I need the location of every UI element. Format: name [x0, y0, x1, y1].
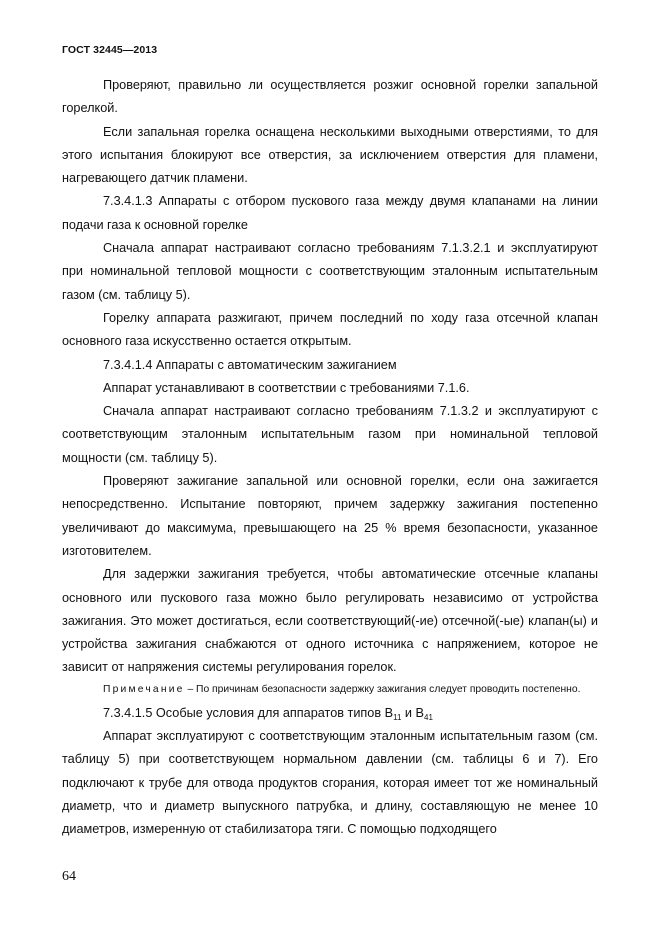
document-id-header: ГОСТ 32445—2013 [62, 44, 158, 56]
note-text: – По причинам безопасности задержку зажигания следует проводить постепенно. [184, 683, 581, 695]
paragraph: Сначала аппарат настраивают согласно требованиям 7.1.3.2 и эксплуатируют с соответствующим эталонным испытательным газом при номинальной тепловой мощности (см. таблицу 5). [62, 404, 598, 465]
subscript-41: 41 [424, 712, 433, 722]
paragraph: Аппарат эксплуатируют с соответствующим эталонным испытательным газом (см. таблицу 5) при соответствующем нормальном давлении (см. таблицы 6 и 7). Его подключают к трубе для отвода продуктов сгорания, которая имеет тот же номинальный диаметр, что и диаметр выпускного патрубка, и длину, составляющую не менее 10 диаметров, измеренную от стабилизатора тяги. С помощью подходящего [62, 729, 598, 837]
subscript-11: 11 [393, 712, 402, 722]
note-label: Примечание [103, 683, 185, 695]
heading-mid: и B [401, 705, 425, 720]
paragraph: Если запальная горелка оснащена несколькими выходными отверстиями, то для этого испытания блокируют все отверстия, за исключением отверстия для пламени, нагревающего датчик пламени. [62, 124, 598, 186]
section-heading-7-3-4-1-3: 7.3.4.1.3 Аппараты с отбором пускового газа между двумя клапанами на линии подачи газа к основной горелке [62, 194, 598, 232]
note [62, 681, 598, 698]
paragraph: Горелку аппарата разжигают, причем последний по ходу газа отсечной клапан основного газа искусственно остается открытым. [62, 310, 598, 349]
paragraph: Для задержки зажигания требуется, чтобы автоматические отсечные клапаны основного или пускового газа можно было регулировать независимо от устройства зажигания. Это может достигаться, если соответствующий(-ие) отсечной(-ые) клапан(ы) и устройства зажигания снабжаются от одного источника с напряжением, которое не зависит от напряжения системы регулирования горелок. [62, 567, 598, 675]
document-body [62, 74, 598, 842]
paragraph: Проверяют зажигание запальной или основной горелки, если она зажигается непосредственно. Испытание повторяют, причем задержку зажигания постепенно увеличивают до максимума, превышающего на 25 % время безопасности, указанное изготовителем. [62, 474, 598, 558]
paragraph: Аппарат устанавливают в соответствии с требованиями 7.1.6. [103, 380, 470, 395]
paragraph: Сначала аппарат настраивают согласно требованиям 7.1.3.2.1 и эксплуатируют при номинальной тепловой мощности с соответствующим эталонным испытательным газом (см. таблицу 5). [62, 241, 598, 302]
section-heading-7-3-4-1-5 [62, 702, 598, 725]
heading-prefix: 7.3.4.1.5 Особые условия для аппаратов типов B [103, 705, 394, 720]
paragraph: Проверяют, правильно ли осуществляется розжиг основной горелки запальной горелкой. [62, 78, 598, 116]
section-heading-7-3-4-1-4: 7.3.4.1.4 Аппараты с автоматическим зажиганием [103, 357, 397, 372]
page-number: 64 [62, 869, 76, 884]
